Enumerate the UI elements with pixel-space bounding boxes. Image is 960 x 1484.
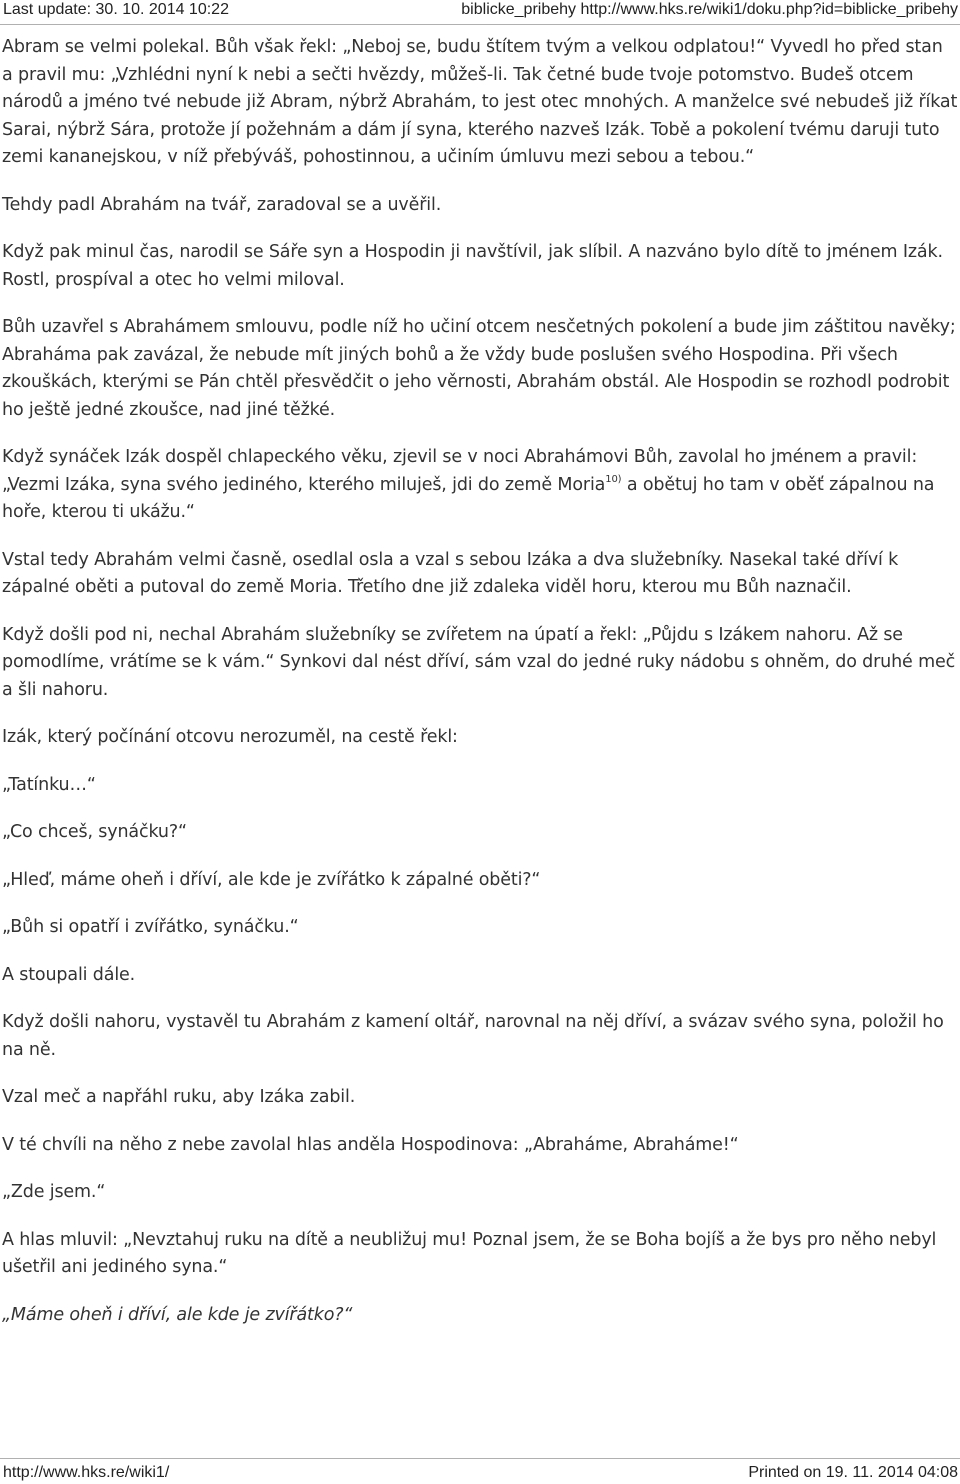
paragraph-italic: „Máme oheň i dříví, ale kde je zvířátko?“: [2, 1304, 353, 1325]
last-update-text: Last update: 30. 10. 2014 10:22: [3, 1, 229, 18]
paragraph: „Zde jsem.“: [2, 1182, 106, 1202]
paragraph: Bůh uzavřel s Abrahámem smlouvu, podle níž ho učiní otcem nesčetných pokolení a bude jim záštitou navěky; Abraháma pak zavázal, že nebude mít jiných bohů a že vždy bude poslušen svého Hospodina. Při všech zkouškách, kterými se Pán chtěl přesvědčit o jeho věrnosti, Abrahám obstál. Ale Hospodin se rozhodl podrobit ho ještě jedné zkoušce, nad jiné těžké.: [2, 317, 956, 420]
document-body: [2, 34, 958, 1349]
paragraph: Vstal tedy Abrahám velmi časně, osedlal osla a vzal s sebou Izáka a dva služebníky. Nasekal také dříví k zápalné oběti a putoval do země Moria. Třetího dne již zdaleka viděl horu, kterou mu Bůh naznačil.: [2, 549, 899, 597]
page-footer: [0, 1458, 960, 1484]
footnote-link[interactable]: 10): [605, 473, 622, 485]
printed-date-text: Printed on 19. 11. 2014 04:08: [748, 1464, 958, 1481]
page-header: [0, 0, 960, 25]
paragraph-moria: [2, 444, 958, 527]
paragraph: A hlas mluvil: „Nevztahuj ruku na dítě a neubližuj mu! Poznal jsem, že se Boha bojíš a že bys pro něho nebyl ušetřil ani jediného syna.“: [2, 1229, 937, 1277]
paragraph: V té chvíli na něho z nebe zavolal hlas anděla Hospodinova: „Abraháme, Abraháme!“: [2, 1134, 739, 1155]
paragraph: „Co chceš, synáčku?“: [2, 822, 187, 842]
paragraph: Vzal meč a napřáhl ruku, aby Izáka zabil.: [2, 1087, 356, 1107]
paragraph: A stoupali dále.: [2, 964, 136, 985]
paragraph: Když pak minul čas, narodil se Sáře syn a Hospodin ji navštívil, jak slíbil. A nazváno bylo dítě to jménem Izák. Rostl, prospíval a otec ho velmi miloval.: [2, 242, 943, 290]
paragraph: Izák, který počínání otcovu nerozuměl, na cestě řekl:: [2, 727, 458, 747]
paragraph: Abram se velmi polekal. Bůh však řekl: „Neboj se, budu štítem tvým a velkou odplatou!“ Vyvedl ho před stan a pravil mu: „Vzhlédni nyní k nebi a sečti hvězdy, můžeš-li. Tak četné bude tvoje potomstvo. Budeš otcem národů a jméno tvé nebude již Abram, nýbrž Abrahám, to jest otec mnohých. A manželce své nebudeš již říkat Sarai, nýbrž Sára, protože jí požehnám a dám jí syna, kterého nazveš Izák. Tobě a pokolení tvému daruji tuto zemi kananejskou, v níž přebýváš, pohostinnou, a učiním úmluvu mezi sebou a tebou.“: [2, 37, 958, 167]
paragraph: „Tatínku…“: [2, 774, 96, 795]
paragraph: Když došli nahoru, vystavěl tu Abrahám z kamení oltář, narovnal na něj dříví, a svázav svého syna, položil ho na ně.: [2, 1012, 944, 1060]
paragraph-text: a obětuj ho tam v oběť zápalnou na hoře, kterou ti ukážu.“: [2, 474, 935, 522]
page-id-text: biblicke_pribehy http://www.hks.re/wiki1/doku.php?id=biblicke_pribehy: [461, 1, 958, 18]
paragraph: „Hleď, máme oheň i dříví, ale kde je zvířátko k zápalné oběti?“: [2, 869, 541, 890]
paragraph: Když došli pod ni, nechal Abrahám služebníky se zvířetem na úpatí a řekl: „Půjdu s Izákem nahoru. Až se pomodlíme, vrátíme se k vám.“ Synkovi dal nést dříví, sám vzal do jedné ruky nádobu s ohněm, do druhé meč a šli nahoru.: [2, 624, 956, 700]
paragraph: Tehdy padl Abrahám na tvář, zaradoval se a uvěřil.: [2, 194, 442, 215]
paragraph-text: Když synáček Izák dospěl chlapeckého věku, zjevil se v noci Abrahámovi Bůh, zavolal ho jménem a pravil: „Vezmi Izáka, syna svého jediného, kterého miluješ, jdi do země Moria: [2, 447, 918, 495]
footer-url-link[interactable]: http://www.hks.re/wiki1/: [3, 1464, 170, 1481]
paragraph: „Bůh si opatří i zvířátko, synáčku.“: [2, 917, 299, 937]
